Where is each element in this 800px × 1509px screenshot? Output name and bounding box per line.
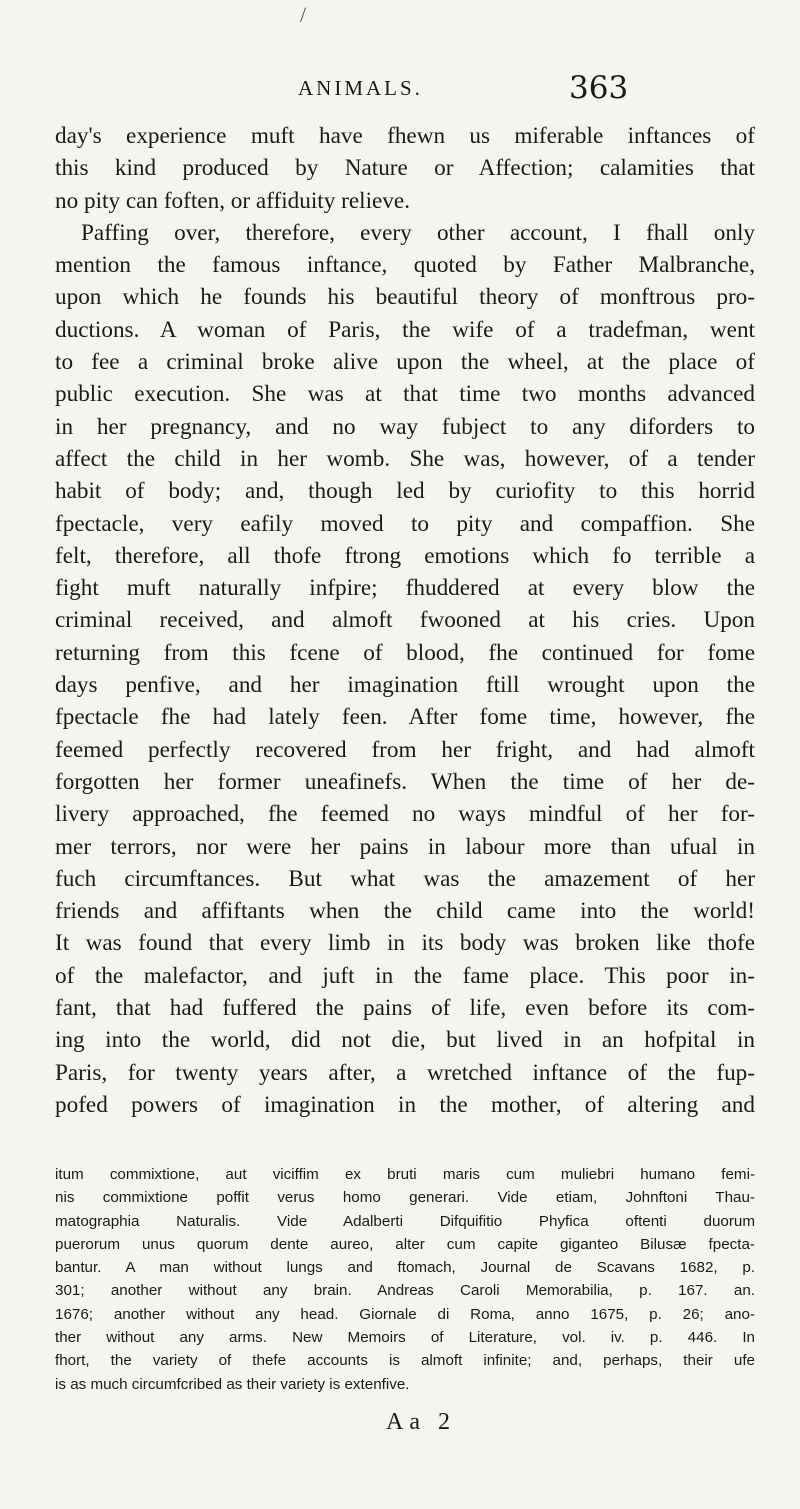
signature-mark: Aa 2 bbox=[386, 1409, 456, 1435]
footnote-line: ther without any arms. New Memoirs of Literature, vol. iv. p. 446. In bbox=[55, 1329, 755, 1347]
text-line: fant, that had fuffered the pains of life, even before its com- bbox=[55, 995, 755, 1022]
footnote-line: itum commixtione, aut viciffim ex bruti maris cum muliebri humano femi- bbox=[55, 1166, 755, 1183]
running-header bbox=[0, 68, 800, 108]
footnote-line: bantur. A man without lungs and ftomach, Journal de Scavans 1682, p. bbox=[55, 1259, 755, 1277]
text-line: friends and affiftants when the child came into the world! bbox=[55, 898, 755, 925]
text-line: pofed powers of imagination in the mother, of altering and bbox=[55, 1091, 755, 1118]
text-line: habit of body; and, though led by curiofity to this horrid bbox=[55, 478, 755, 505]
running-title: ANIMALS. bbox=[298, 76, 423, 100]
text-line: It was found that every limb in its body was broken like thofe bbox=[55, 930, 755, 957]
text-line: fuch circumftances. But what was the amazement of her bbox=[55, 865, 755, 892]
text-line: this kind produced by Nature or Affection; calamities that bbox=[55, 155, 755, 182]
footnote-line: puerorum unus quorum dente aureo, alter cum capite giganteo Bilusæ fpecta- bbox=[55, 1235, 755, 1253]
text-line: days penfive, and her imagination ftill wrought upon the bbox=[55, 672, 755, 699]
footnote-line: nis commixtione poffit verus homo generari. Vide etiam, Johnftoni Thau- bbox=[55, 1189, 755, 1207]
text-line: Paffing over, therefore, every other account, I fhall only bbox=[81, 219, 755, 246]
text-line: Paris, for twenty years after, a wretched inftance of the fup- bbox=[55, 1059, 755, 1086]
text-line: affect the child in her womb. She was, however, of a tender bbox=[55, 445, 755, 472]
text-line: mention the famous inftance, quoted by Father Malbranche, bbox=[55, 252, 755, 279]
text-line: criminal received, and almoft fwooned at his cries. Upon bbox=[55, 607, 755, 634]
text-line: of the malefactor, and juft in the fame place. This poor in- bbox=[55, 962, 755, 989]
text-line: in her pregnancy, and no way fubject to any diforders to bbox=[55, 413, 755, 440]
text-line: forgotten her former uneafinefs. When the time of her de- bbox=[55, 768, 755, 795]
text-line: felt, therefore, all thofe ftrong emotions which fo terrible a bbox=[55, 542, 755, 569]
margin-mark: / bbox=[300, 2, 307, 27]
footnote-line: 1676; another without any head. Giornale di Roma, anno 1675, p. 26; ano- bbox=[55, 1305, 755, 1323]
footnote-line: 301; another without any brain. Andreas Caroli Memorabilia, p. 167. an. bbox=[55, 1282, 755, 1300]
text-line: fpectacle, very eafily moved to pity and compaffion. She bbox=[55, 510, 755, 537]
text-line: day's experience muft have fhewn us miferable inftances of bbox=[55, 123, 755, 149]
text-line: no pity can foften, or affiduity relieve. bbox=[55, 187, 410, 214]
text-line: fpectacle fhe had lately feen. After fome time, however, fhe bbox=[55, 704, 755, 731]
text-line: public execution. She was at that time two months advanced bbox=[55, 381, 755, 408]
text-line: returning from this fcene of blood, fhe continued for fome bbox=[55, 639, 755, 666]
text-line: feemed perfectly recovered from her fright, and had almoft bbox=[55, 736, 755, 763]
footnote-line: is as much circumfcribed as their variety is extenfive. bbox=[55, 1375, 410, 1393]
footnotes bbox=[55, 1163, 755, 1396]
main-text bbox=[55, 120, 755, 1121]
text-line: ing into the world, did not die, but lived in an hofpital in bbox=[55, 1027, 755, 1054]
text-line: mer terrors, nor were her pains in labour more than ufual in bbox=[55, 833, 755, 860]
footnote-line: fhort, the variety of thefe accounts is almoft infinite; and, perhaps, their ufe bbox=[55, 1352, 755, 1370]
text-line: upon which he founds his beautiful theory of monftrous pro- bbox=[55, 284, 755, 311]
footnote-line: matographia Naturalis. Vide Adalberti Difquifitio Phyfica oftenti duorum bbox=[55, 1212, 755, 1230]
text-line: ductions. A woman of Paris, the wife of a tradefman, went bbox=[55, 316, 755, 343]
page-number: 363 bbox=[569, 70, 629, 106]
text-line: to fee a criminal broke alive upon the wheel, at the place of bbox=[55, 349, 755, 376]
text-line: fight muft naturally infpire; fhuddered at every blow the bbox=[55, 575, 755, 602]
text-line: livery approached, fhe feemed no ways mindful of her for- bbox=[55, 801, 755, 828]
